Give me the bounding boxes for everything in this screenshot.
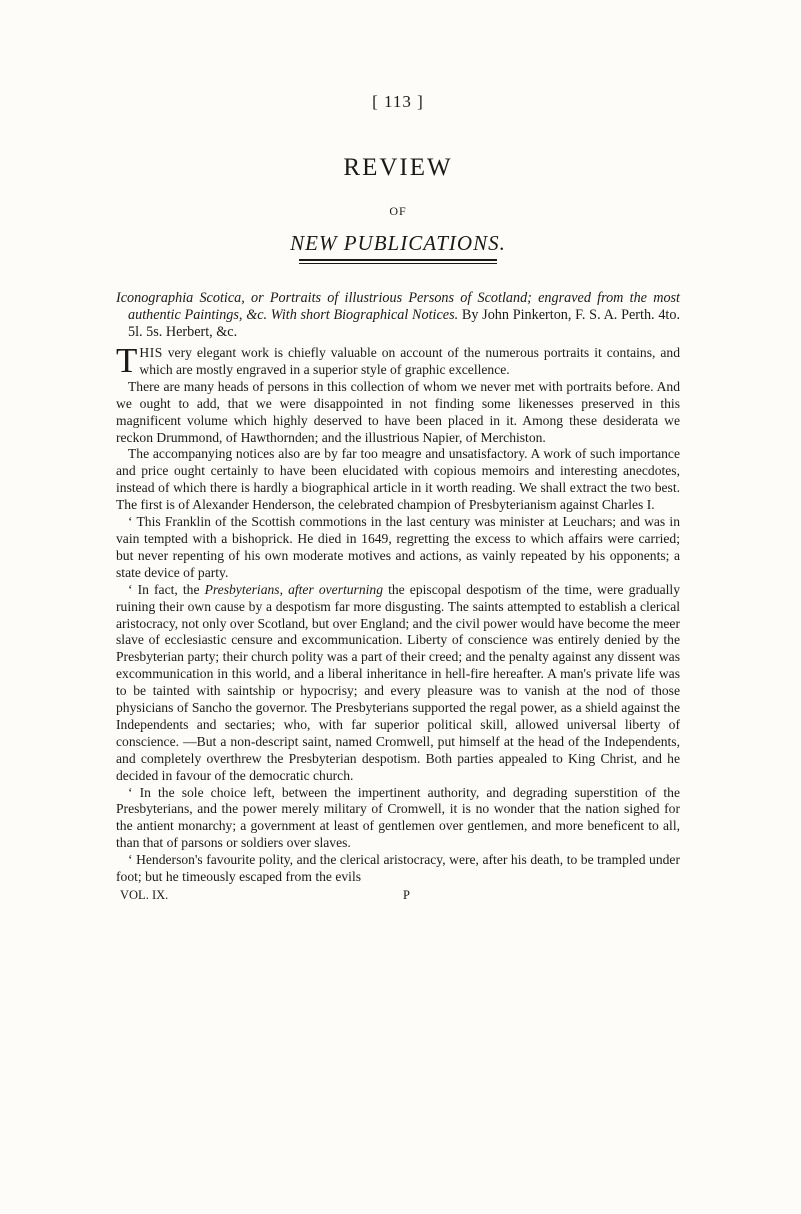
paragraph-5 (116, 582, 680, 785)
document-page (116, 92, 680, 903)
paragraph-6: ‘ In the sole choice left, between the impertinent authority, and degrading superstition of the Presbyterians, and the power merely military of Cromwell, it is no wonder that the nation sighed for the antient monarchy; a government at least of gentlemen over gentlemen, and more beneficent to all, than that of parsons or soldiers over slaves. (116, 784, 680, 851)
paragraph-5-italic: Presbyterians, after overturning (204, 581, 384, 597)
drop-cap: T (116, 341, 138, 380)
paragraph-3: The accompanying notices also are by far too meagre and unsatisfactory. A work of such importance and price ought certainly to have been elucidated with copious memoirs and interesting anecdotes, instead of which there is hardly a biographical article in it worth reading. We shall extract the two best. The first is of Alexander Henderson, the celebrated champion of Presbyterianism against Charles I. (116, 446, 680, 513)
section-title-review: REVIEW (343, 154, 453, 181)
paragraph-4: ‘ This Franklin of the Scottish commotions in the last century was minister at Leuchars; and was in vain tempted with a bishoprick. He died in 1649, regretting the excess to which affairs were carried; but never repenting of his own moderate motives and actions, as vainly repeated by his opponents; a state device of party. (116, 514, 680, 580)
book-title: Iconographia Scotica, or Portraits of illustrious Persons of Scotland; engraved from the most authentic Paintings, &c. With short Biographical Notices. (116, 290, 680, 323)
paragraph-1-text: very elegant work is chiefly valuable on account of the numerous portraits it contains, and which are mostly engraved in a superior style of graphic excellence. (139, 345, 680, 377)
section-title-of: OF (389, 204, 407, 218)
book-author-details: By John Pinkerton, F. S. A. Perth. 4to. 5l. 5s. Herbert, &c. (128, 307, 680, 340)
page-number: [ 113 ] (372, 92, 424, 111)
book-citation (116, 290, 680, 341)
title-rule (299, 259, 497, 264)
paragraph-1-caps: HIS (139, 345, 163, 360)
signature-mark: P (403, 888, 410, 902)
section-title-new-publications: NEW PUBLICATIONS. (290, 231, 506, 255)
paragraph-1 (116, 341, 680, 380)
paragraph-5-start: ‘ In fact, the (128, 581, 205, 597)
paragraph-5-text: the episcopal despotism of the time, were gradually ruining their own cause by a despotism far more disgusting. The saints attempted to establish a clerical aristocracy, not only over Scotland, but over England; and the civil power would have become the meer slave of ecclesiastic censure and excommunication. Liberty of conscience was entirely denied by the Presbyterian party; their church polity was a part of their creed; and the penalty against any dissent was excommunication in this world, and a liberal inheritance in hell-fire hereafter. A man's private life was to be tainted with saintship or hypocrisy; and every pleasure was to vanish at the nod of those physicians of Sancho the governor. The Presbyterians supported the regal power, as a shield against the Independents and sectaries; who, with far superior political skill, allowed universal liberty of conscience. —But a non-descript saint, named Cromwell, put himself at the head of the Independents, and completely overthrew the Presbyterian despotism. Both parties appealed to King Christ, and he decided in favour of the democratic church. (116, 581, 681, 783)
paragraph-7: ‘ Henderson's favourite polity, and the clerical aristocracy, were, after his death, to be trampled under foot; but he timeously escaped from the evils (116, 852, 680, 885)
volume-marker: VOL. IX. (120, 888, 169, 902)
paragraph-2: There are many heads of persons in this collection of whom we never met with portraits before. And we ought to add, that we were disappointed in not finding some likenesses preserved in this magnificent volume which highly deserved to have been placed in it. Among these desiderata we reckon Drummond, of Hawthornden; and the illustrious Napier, of Merchiston. (116, 378, 680, 445)
review-body (116, 341, 681, 886)
page-footer (116, 888, 410, 903)
